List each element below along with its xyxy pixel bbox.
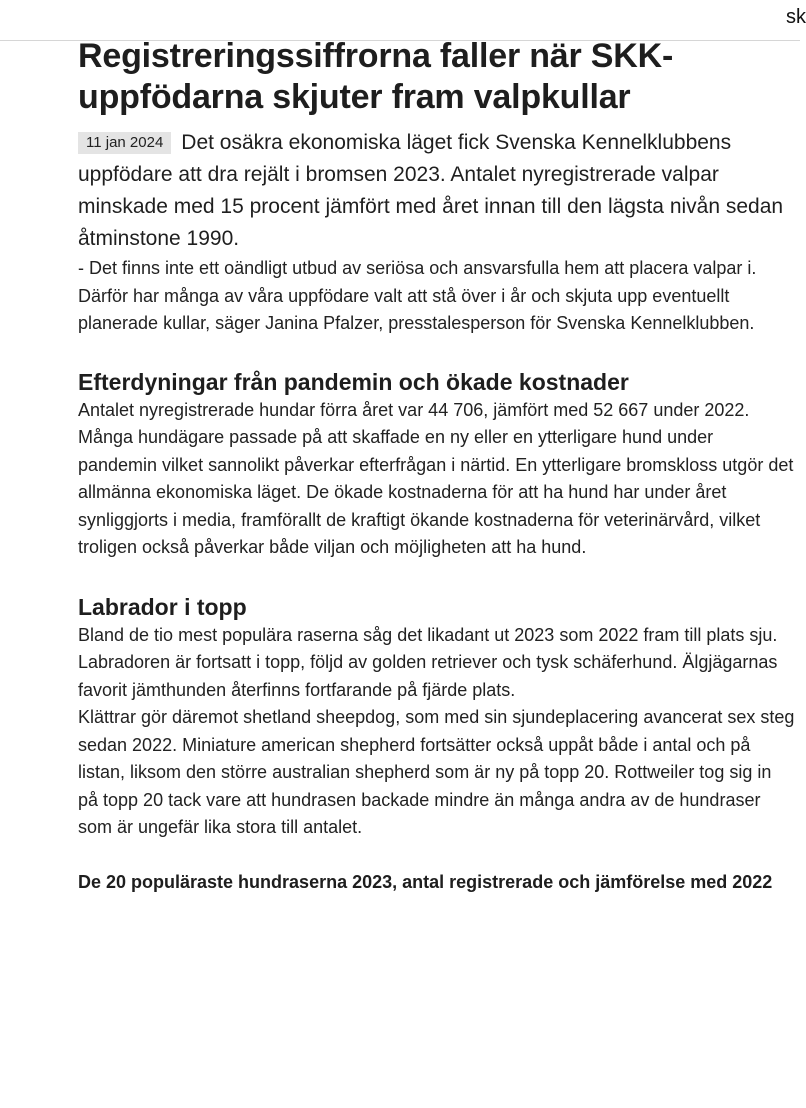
article-lead <box>78 127 798 255</box>
section-heading-pandemic: Efterdyningar från pandemin och ökade kostnader <box>78 368 629 395</box>
news-article <box>78 36 798 897</box>
section-paragraph-labrador-1: Bland de tio mest populära raserna såg det likadant ut 2023 som 2022 fram till plats sju. Labradoren är fortsatt i topp, följd av golden retriever och tysk schäferhund. Älgjägarnas favorit jämthunden återfinns fortfarande på fjärde plats. <box>78 624 778 700</box>
date-badge: 11 jan 2024 <box>78 132 171 154</box>
table-heading: De 20 populäraste hundraserna 2023, antal registrerade och jämförelse med 2022 <box>78 871 773 892</box>
top-bar <box>0 0 806 41</box>
section-paragraph-labrador-2: Klättrar gör däremot shetland sheepdog, som med sin sjundeplacering avancerat sex steg sedan 2022. Miniature american shepherd fortsätter också uppåt både i antal och på listan, liksom den större australian shepherd som är ny på topp 20. Rottweiler tog sig in på topp 20 tack vare att hundrasen backade mindre än många andra av de hundraser som är ungefär lika stora till antalet. <box>78 707 795 837</box>
section-paragraph-pandemic: Antalet nyregistrerade hundar förra året var 44 706, jämfört med 52 667 under 2022. Många hundägare passade på att skaffade en ny eller en ytterligare hund under pandemin vilket sannolikt påverkar efterfrågan i närtid. En ytterligare bromskloss utgör det allmänna ekonomiska läget. De ökade kostnaderna för att ha hund har under året synliggjorts i media, framförallt de kraftigt ökande kostnaderna för veterinärvård, vilket troligen också påverkar både viljan och möjligheten att ha hund. <box>78 399 794 557</box>
lead-text: Det osäkra ekonomiska läget fick Svenska Kennelklubbens uppfödare att dra rejält i bromsen 2023. Antalet nyregistrerade valpar minskade med 15 procent jämfört med året innan till den lägsta nivån sedan åtminstone 1990. <box>78 131 784 250</box>
quote-paragraph: - Det finns inte ett oändligt utbud av seriösa och ansvarsfulla hem att placera valpar i. Därför har många av våra uppfödare valt att stå över i år och skjuta upp eventuellt planerade kullar, säger Janina Pfalzer, presstalesperson för Svenska Kennelklubben. <box>78 258 757 333</box>
section-heading-labrador: Labrador i topp <box>78 593 247 620</box>
article-title: Registreringssiffrorna faller när SKK-uppfödarna skjuter fram valpkullar <box>78 37 674 116</box>
topbar-clipped-text: sk <box>786 6 806 28</box>
